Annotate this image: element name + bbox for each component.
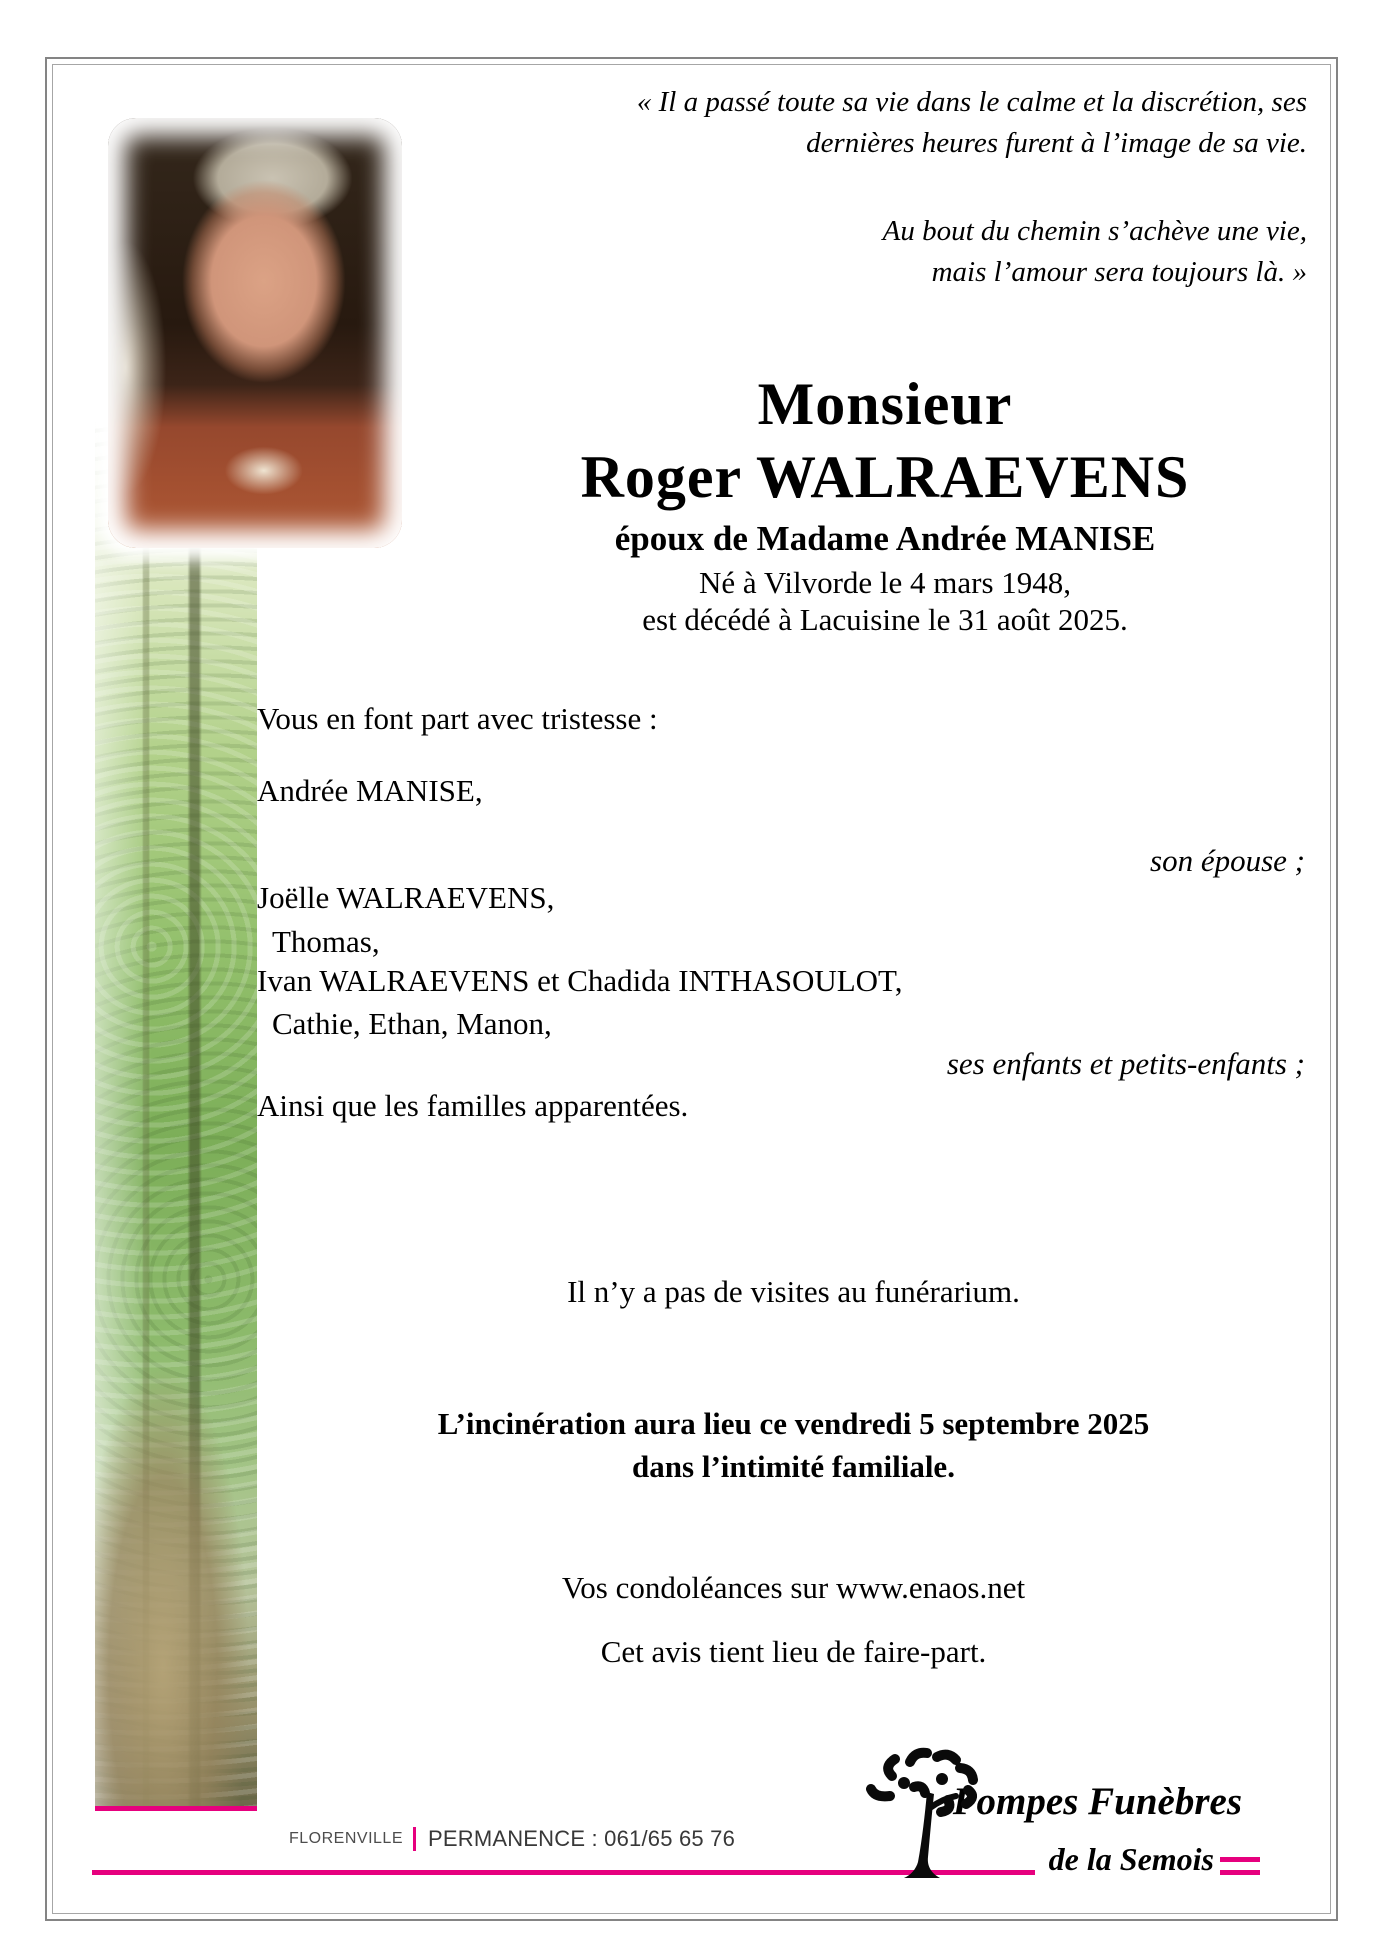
brand-subname <box>1035 1838 1260 1880</box>
family-member: Thomas, <box>272 924 380 959</box>
forest-path-photo <box>95 420 257 1811</box>
footer-divider <box>413 1827 416 1851</box>
cremation-line: dans l’intimité familiale. <box>632 1449 955 1484</box>
deceased-title: Monsieur <box>757 371 1013 437</box>
brand-name: Pompes Funèbres <box>945 1778 1250 1826</box>
memorial-quote <box>397 82 1307 293</box>
tree-icon <box>864 1742 994 1884</box>
cremation-info <box>257 1402 1330 1488</box>
footer-contact <box>289 1824 735 1854</box>
quote-line: « Il a passé toute sa vie dans le calme et la discrétion, ses <box>636 86 1307 118</box>
quote-line: mais l’amour sera toujours là. » <box>931 256 1307 288</box>
notice-line: Cet avis tient lieu de faire-part. <box>600 1634 987 1669</box>
condolences-line: Vos condoléances sur www.enaos.net <box>561 1570 1026 1605</box>
visits-line: Il n’y a pas de visites au funérarium. <box>567 1274 1020 1309</box>
quote-gap <box>397 164 1307 211</box>
quote-line: Au bout du chemin s’achève une vie, <box>882 215 1307 247</box>
families-line: Ainsi que les familles apparentées. <box>257 1088 689 1123</box>
birth-line: Né à Vilvorde le 4 mars 1948, <box>698 565 1072 600</box>
wife-name: Andrée MANISE, <box>257 773 483 808</box>
deceased-name: Roger WALRAEVENS <box>580 444 1190 510</box>
family-member: Cathie, Ethan, Manon, <box>272 1006 552 1041</box>
footer-city: FLORENVILLE <box>289 1830 403 1847</box>
spouse-line: époux de Madame Andrée MANISE <box>614 519 1156 558</box>
quote-line: dernières heures furent à l’image de sa vie. <box>806 127 1307 159</box>
family-member: Joëlle WALRAEVENS, <box>257 880 555 915</box>
wife-role: son épouse ; <box>1150 843 1305 878</box>
portrait-photo <box>108 118 402 548</box>
death-line: est décédé à Lacuisine le 31 août 2025. <box>642 602 1128 637</box>
footer-permanence: PERMANENCE : 061/65 65 76 <box>427 1826 736 1851</box>
brand-subname-text: de la Semois <box>1035 1838 1220 1880</box>
family-member: Ivan WALRAEVENS et Chadida INTHASOULOT, <box>257 963 903 998</box>
announcement-intro: Vous en font part avec tristesse : <box>257 701 658 736</box>
family-announcement <box>257 700 1305 1124</box>
brand-dash <box>1220 1857 1260 1862</box>
children-role: ses enfants et petits-enfants ; <box>946 1046 1305 1081</box>
cremation-line: L’incinération aura lieu ce vendredi 5 septembre 2025 <box>437 1406 1150 1441</box>
deceased-header <box>440 368 1330 638</box>
